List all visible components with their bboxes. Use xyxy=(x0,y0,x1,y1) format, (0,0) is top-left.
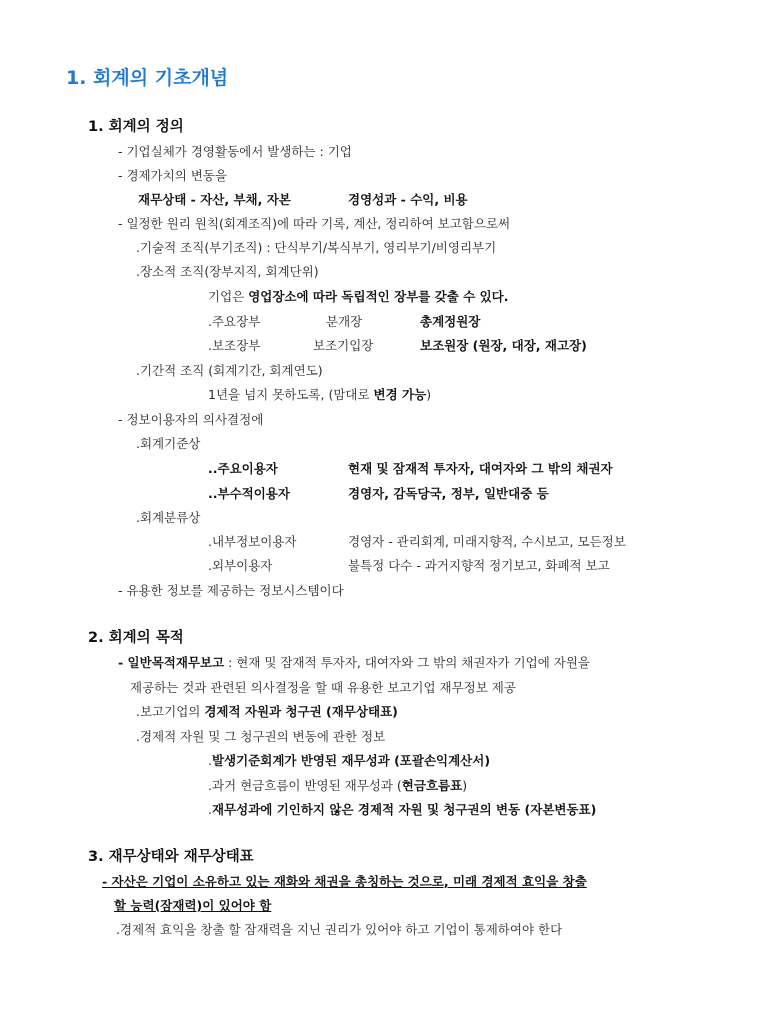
s1-primary-users-desc: 현재 및 잠재적 투자자, 대여자와 그 밖의 채권자 xyxy=(348,461,613,476)
s1-sub-entry: 보조기입장 xyxy=(313,338,374,353)
s1-line16: .회계분류상 xyxy=(136,510,201,525)
s1-line11: 1년을 넘지 못하도록, (맘대로 변경 가능) xyxy=(208,387,432,402)
s1-secondary-users: ..부수적이용자 xyxy=(208,486,290,501)
s1-sub-ledger: 보조원장 (원장, 대장, 재고장) xyxy=(420,338,587,353)
s2-line1: - 일반목적재무보고 : 현재 및 잠재적 투자자, 대여자와 그 밖의 채권자가 기업에 자원을 xyxy=(118,655,590,670)
s1-line12: - 정보이용자의 의사결정에 xyxy=(118,412,264,427)
s2-line7: .재무성과에 기인하지 않은 경제적 자원 및 청구권의 변동 (자본변동표) xyxy=(208,802,597,817)
s3-line3: .경제적 효익을 창출 할 잠재력을 지닌 권리가 있어야 하고 기업이 통제하여야 한다 xyxy=(116,922,563,937)
s1-secondary-users-desc: 경영자, 감독당국, 정부, 일반대중 등 xyxy=(348,486,549,501)
s2-line2: 제공하는 것과 관련된 의사결정을 할 때 유용한 보고기업 재무정보 제공 xyxy=(130,680,516,695)
s1-journal: 분개장 xyxy=(326,314,363,329)
s1-line4: - 일정한 원리 원칙(회계조직)에 따라 기록, 계산, 정리하여 보고함으로써 xyxy=(118,216,511,231)
s1-primary-users: ..주요이용자 xyxy=(208,461,278,476)
s1-line19: - 유용한 정보를 제공하는 정보시스템이다 xyxy=(118,583,344,598)
s1-line1: - 기업실체가 경영활동에서 발생하는 : 기업 xyxy=(118,144,352,159)
s1-line6: .장소적 조직(장부지직, 회계단위) xyxy=(136,264,319,279)
s1-line13: .회계기준상 xyxy=(136,436,201,451)
section3-heading: 3. 재무상태와 재무상태표 xyxy=(88,849,254,865)
s1-internal-users-desc: 경영자 - 관리회계, 미래지향적, 수시보고, 모든정보 xyxy=(348,534,626,549)
s3-line1: - 자산은 기업이 소유하고 있는 재화와 채권을 총칭하는 것으로, 미래 경제적 효익을 창출 xyxy=(102,874,587,889)
s2-line5: .발생기준회계가 반영된 재무성과 (포괄손익계산서) xyxy=(208,753,491,768)
s1-general-ledger: 총계정원장 xyxy=(420,314,481,329)
s1-line7: 기업은 영업장소에 따라 독립적인 장부를 갖출 수 있다. xyxy=(208,289,509,304)
s1-line2: - 경제가치의 변동을 xyxy=(118,168,228,183)
s1-internal-users: .내부정보이용자 xyxy=(208,534,297,549)
s1-line10: .기간적 조직 (회계기간, 회계연도) xyxy=(136,363,323,378)
s2-line4: .경제적 자원 및 그 청구권의 변동에 관한 정보 xyxy=(136,729,386,744)
section1-heading: 1. 회계의 정의 xyxy=(88,119,184,135)
s3-line2: 할 능력(잠재력)이 있어야 함 xyxy=(114,898,272,913)
s2-line6: .과거 현금흐름이 반영된 재무성과 (현금흐름표) xyxy=(208,778,468,793)
s1-operating-results: 경영성과 - 수익, 비용 xyxy=(348,192,468,207)
s1-sub-books: .보조장부 xyxy=(208,338,261,353)
s1-external-users: .외부이용자 xyxy=(208,558,273,573)
s1-external-users-desc: 불특정 다수 - 과거지향적 정기보고, 화폐적 보고 xyxy=(348,558,610,573)
s1-financial-position: 재무상태 - 자산, 부채, 자본 xyxy=(138,192,291,207)
section2-heading: 2. 회계의 목적 xyxy=(88,630,184,646)
s2-line3: .보고기업의 경제적 자원과 청구권 (재무상태표) xyxy=(136,704,398,719)
s1-line5: .기술적 조직(부기조직) : 단식부기/복식부기, 영리부기/비영리부기 xyxy=(136,240,497,255)
s1-main-books: .주요장부 xyxy=(208,314,261,329)
document-title: 1. 회계의 기초개념 xyxy=(66,67,229,89)
